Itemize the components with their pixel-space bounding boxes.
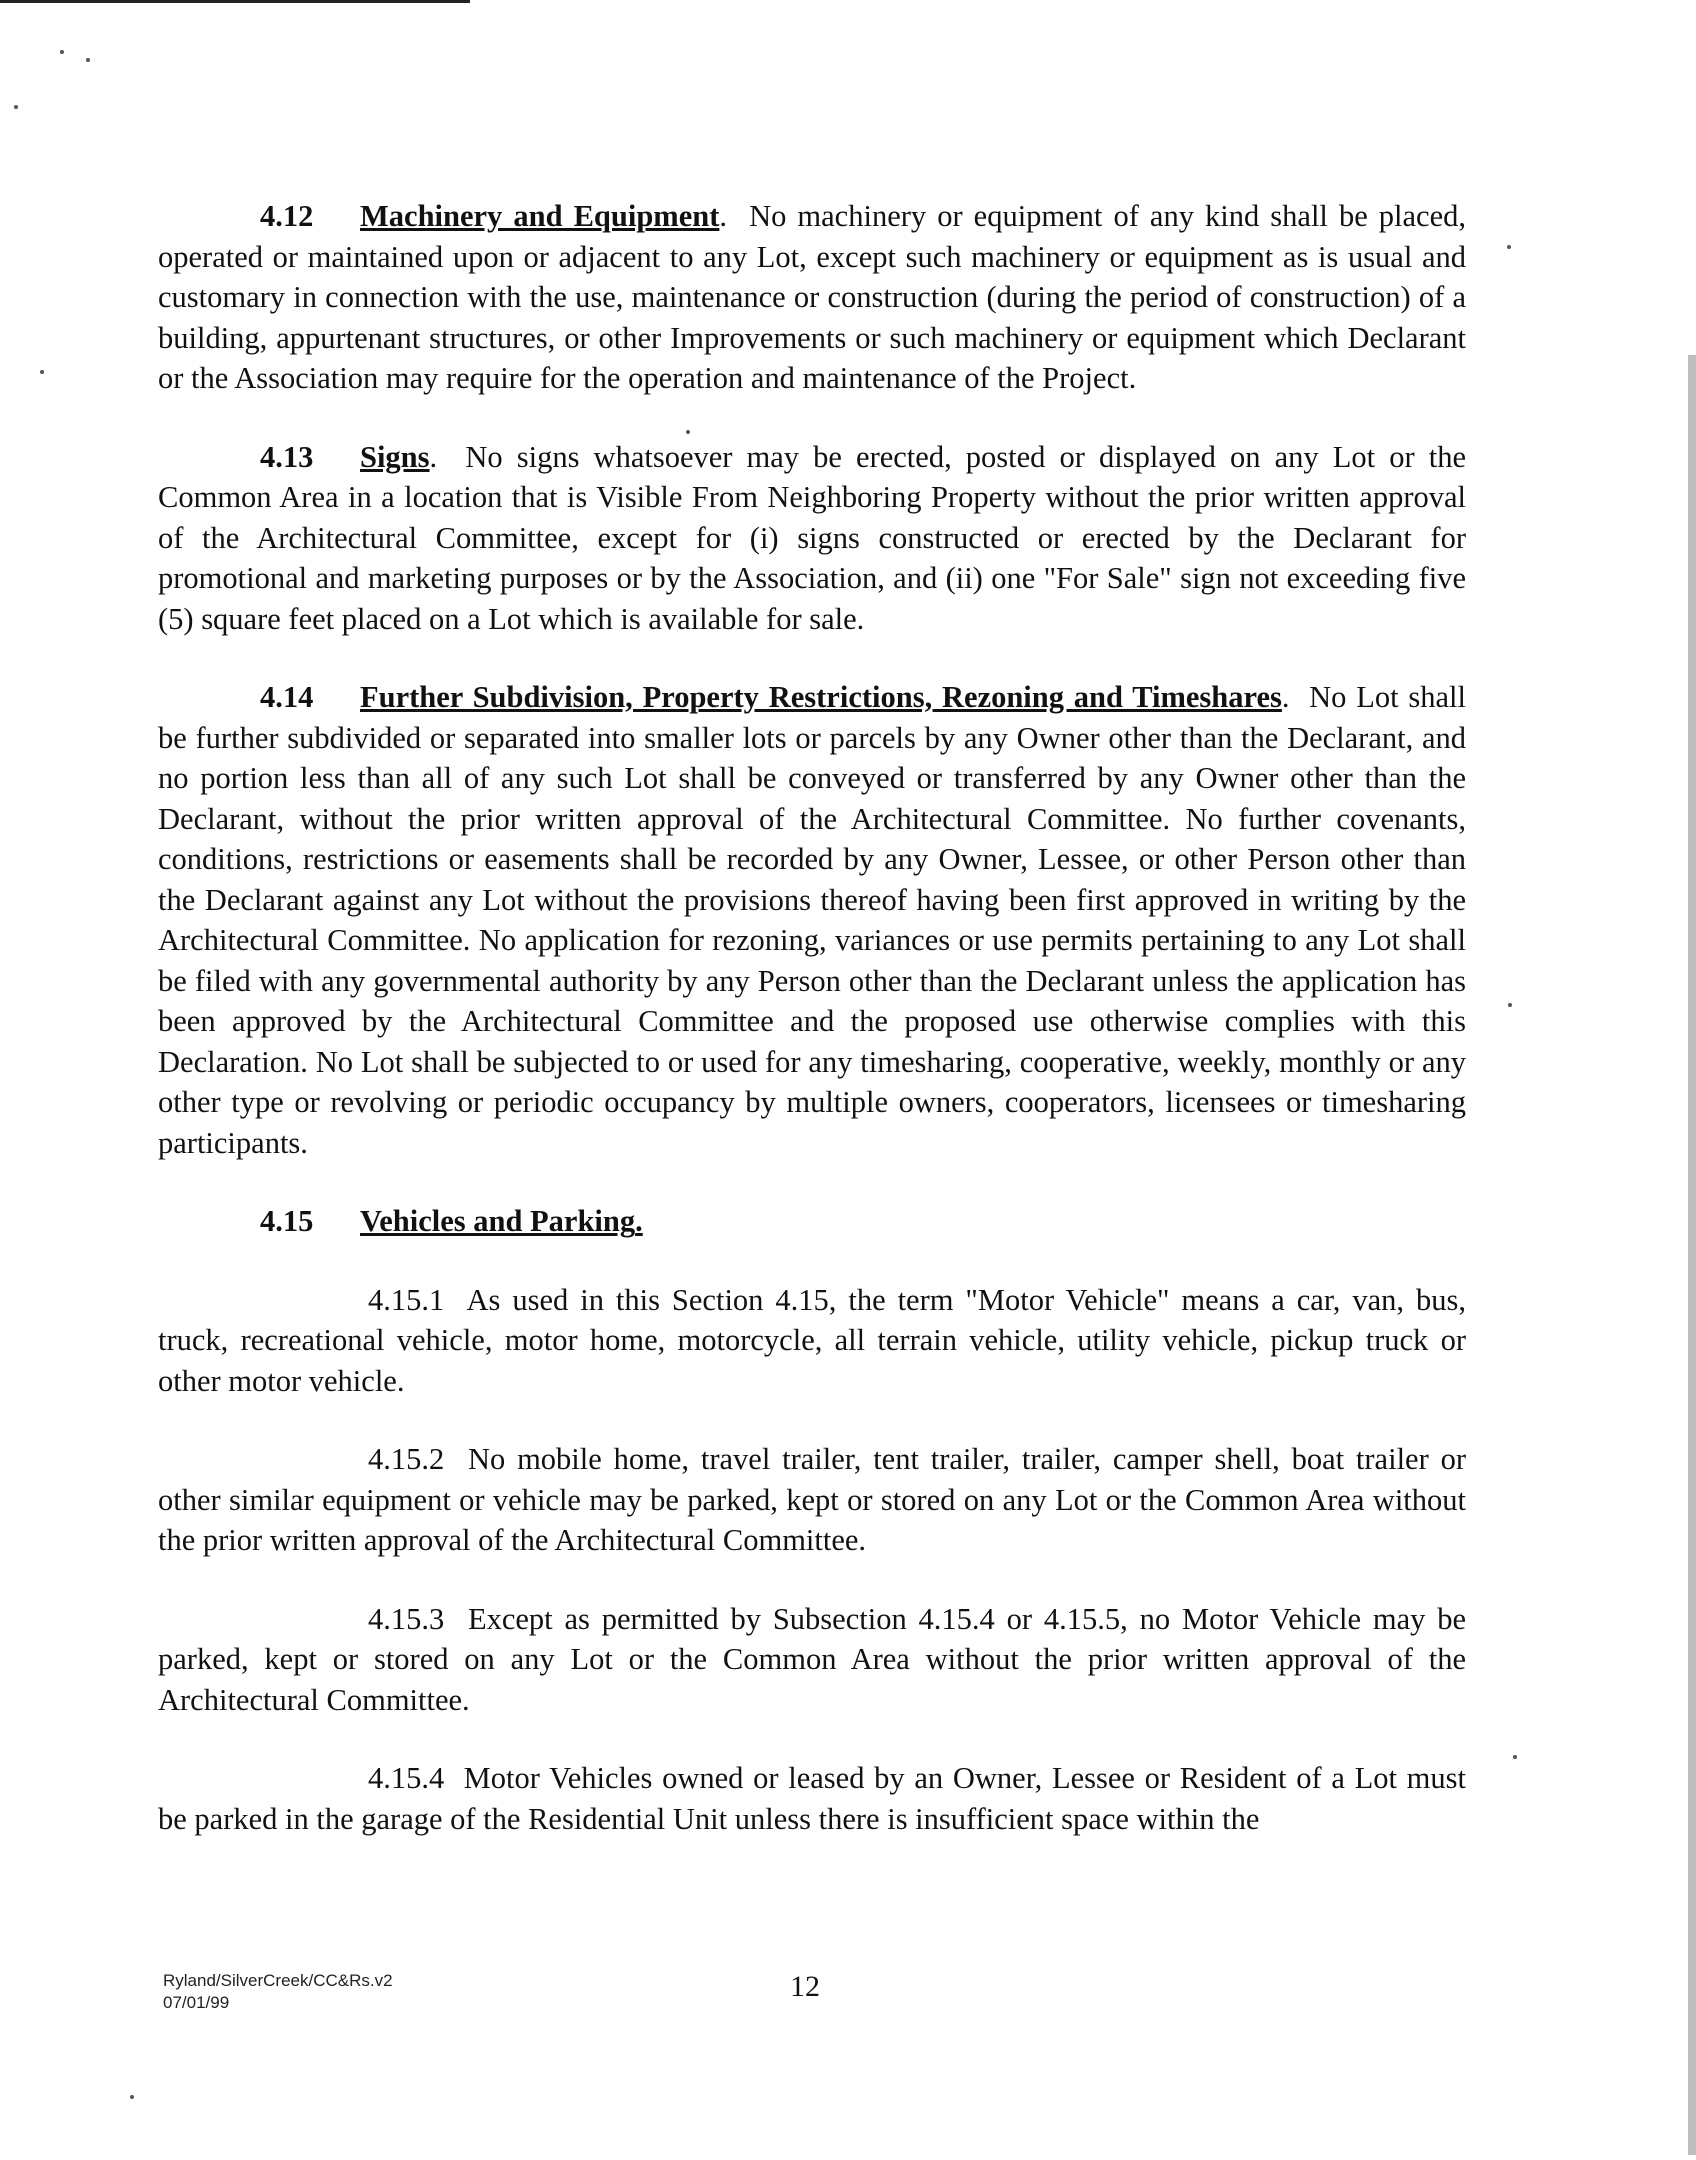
subsection-body: No mobile home, travel trailer, tent trailer, trailer, camper shell, boat trailer or other similar equipment or vehicle may be parked, kept or stored on any Lot or the Common Area without the prior written approval of the Architectural Committee.	[158, 1442, 1466, 1557]
section-4-14: 4.14 Further Subdivision, Property Restrictions, Rezoning and Timeshares. No Lot shall be further subdivided or separated into smaller lots or parcels by any Owner other than the Declarant, and no portion less than all of any such Lot shall be conveyed or transferred by any Owner other than the Declarant, without the prior written approval of the Architectural Committee. No further covenants, conditions, restrictions or easements shall be recorded by any Owner, Lessee, or other Person other than the Declarant against any Lot without the provisions thereof having been first approved in writing by the Architectural Committee. No application for rezoning, variances or use permits pertaining to any Lot shall be filed with any governmental authority by any Person other than the Declarant unless the application has been approved by the Architectural Committee and the proposed use otherwise complies with this Declaration. No Lot shall be subjected to or used for any timesharing, cooperative, weekly, monthly or any other type or revolving or periodic occupancy by multiple owners, cooperators, licensees or timesharing participants.	[158, 677, 1466, 1163]
subsection-body: Motor Vehicles owned or leased by an Owner, Lessee or Resident of a Lot must be parked in the garage of the Residential Unit unless there is insufficient space within the	[158, 1761, 1466, 1836]
scan-speck	[1513, 1755, 1517, 1759]
footer-doc-id: Ryland/SilverCreek/CC&Rs.v2	[163, 1971, 393, 1990]
section-title: Vehicles and Parking	[360, 1204, 636, 1238]
scan-speck	[14, 105, 18, 109]
footer-doc-info	[163, 1970, 393, 2014]
footer-date: 07/01/99	[163, 1993, 230, 2012]
subsection-number: 4.15.1	[368, 1282, 445, 1317]
section-body: No signs whatsoever may be erected, posted or displayed on any Lot or the Common Area in a location that is Visible From Neighboring Property without the prior written approval of the Architectural Committee, except for (i) signs constructed or erected by the Declarant for promotional and marketing purposes or by the Association, and (ii) one "For Sale" sign not exceeding five (5) square feet placed on a Lot which is available for sale.	[158, 439, 1466, 636]
scan-speck	[60, 50, 64, 54]
section-body: No Lot shall be further subdivided or separated into smaller lots or parcels by any Owner other than the Declarant, and no portion less than all of any such Lot shall be conveyed or transferred by any Owner other than the Declarant, without the prior written approval of the Architectural Committee. No further covenants, conditions, restrictions or easements shall be recorded by any Owner, Lessee, or other Person other than the Declarant against any Lot without the provisions thereof having been first approved in writing by the Architectural Committee. No application for rezoning, variances or use permits pertaining to any Lot shall be filed with any governmental authority by any Person other than the Declarant unless the application has been approved by the Architectural Committee and the proposed use otherwise complies with this Declaration. No Lot shall be subjected to or used for any timesharing, cooperative, weekly, monthly or any other type or revolving or periodic occupancy by multiple owners, cooperators, licensees or timesharing participants.	[158, 680, 1466, 1160]
section-4-13: 4.13 Signs. No signs whatsoever may be erected, posted or displayed on any Lot or the Common Area in a location that is Visible From Neighboring Property without the prior written approval of the Architectural Committee, except for (i) signs constructed or erected by the Declarant for promotional and marketing purposes or by the Association, and (ii) one "For Sale" sign not exceeding five (5) square feet placed on a Lot which is available for sale.	[158, 437, 1466, 640]
subsection-number: 4.15.2	[368, 1442, 445, 1476]
scan-speck	[86, 58, 90, 62]
subsection-4-15-4	[158, 1758, 1466, 1839]
scan-speck	[1507, 245, 1511, 249]
section-title: Further Subdivision, Property Restrictions, Rezoning and Timeshares	[360, 680, 1282, 714]
section-number: 4.15	[260, 1204, 314, 1238]
document-body	[158, 196, 1466, 1877]
scan-edge-shadow	[1688, 355, 1696, 2155]
subsection-4-15-3	[158, 1599, 1466, 1721]
page-number: 12	[790, 1970, 820, 2003]
section-number: 4.13	[260, 439, 314, 474]
section-title: Machinery and Equipment	[360, 199, 720, 233]
subsection-body: Except as permitted by Subsection 4.15.4 or 4.15.5, no Motor Vehicle may be parked, kept or stored on any Lot or the Common Area without the prior written approval of the Architectural Committee.	[158, 1601, 1467, 1717]
top-rule	[0, 0, 470, 3]
section-number: 4.14	[260, 680, 314, 714]
subsection-body: As used in this Section 4.15, the term "Motor Vehicle" means a car, van, bus, truck, recreational vehicle, motor home, motorcycle, all terrain vehicle, utility vehicle, pickup truck or other motor vehicle.	[158, 1282, 1466, 1398]
subsection-4-15-2	[158, 1439, 1466, 1561]
subsection-number: 4.15.4	[368, 1761, 445, 1795]
scan-speck	[1508, 1003, 1512, 1007]
scan-speck	[40, 370, 44, 374]
section-body: No machinery or equipment of any kind shall be placed, operated or maintained upon or adjacent to any Lot, except such machinery or equipment as is usual and customary in connection with the use, maintenance or construction (during the period of construction) of a building, appurtenant structures, or other Improvements or such machinery or equipment which Declarant or the Association may require for the operation and maintenance of the Project.	[158, 199, 1466, 395]
scan-speck	[130, 2095, 134, 2099]
section-4-12: 4.12 Machinery and Equipment. No machinery or equipment of any kind shall be placed, operated or maintained upon or adjacent to any Lot, except such machinery or equipment as is usual and customary in connection with the use, maintenance or construction (during the period of construction) of a building, appurtenant structures, or other Improvements or such machinery or equipment which Declarant or the Association may require for the operation and maintenance of the Project.	[158, 196, 1466, 399]
subsection-4-15-1	[158, 1280, 1466, 1402]
section-number: 4.12	[260, 199, 314, 233]
section-4-15-heading: 4.15 Vehicles and Parking.	[158, 1201, 1466, 1242]
section-title: Signs	[360, 439, 430, 474]
subsection-number: 4.15.3	[368, 1601, 445, 1636]
